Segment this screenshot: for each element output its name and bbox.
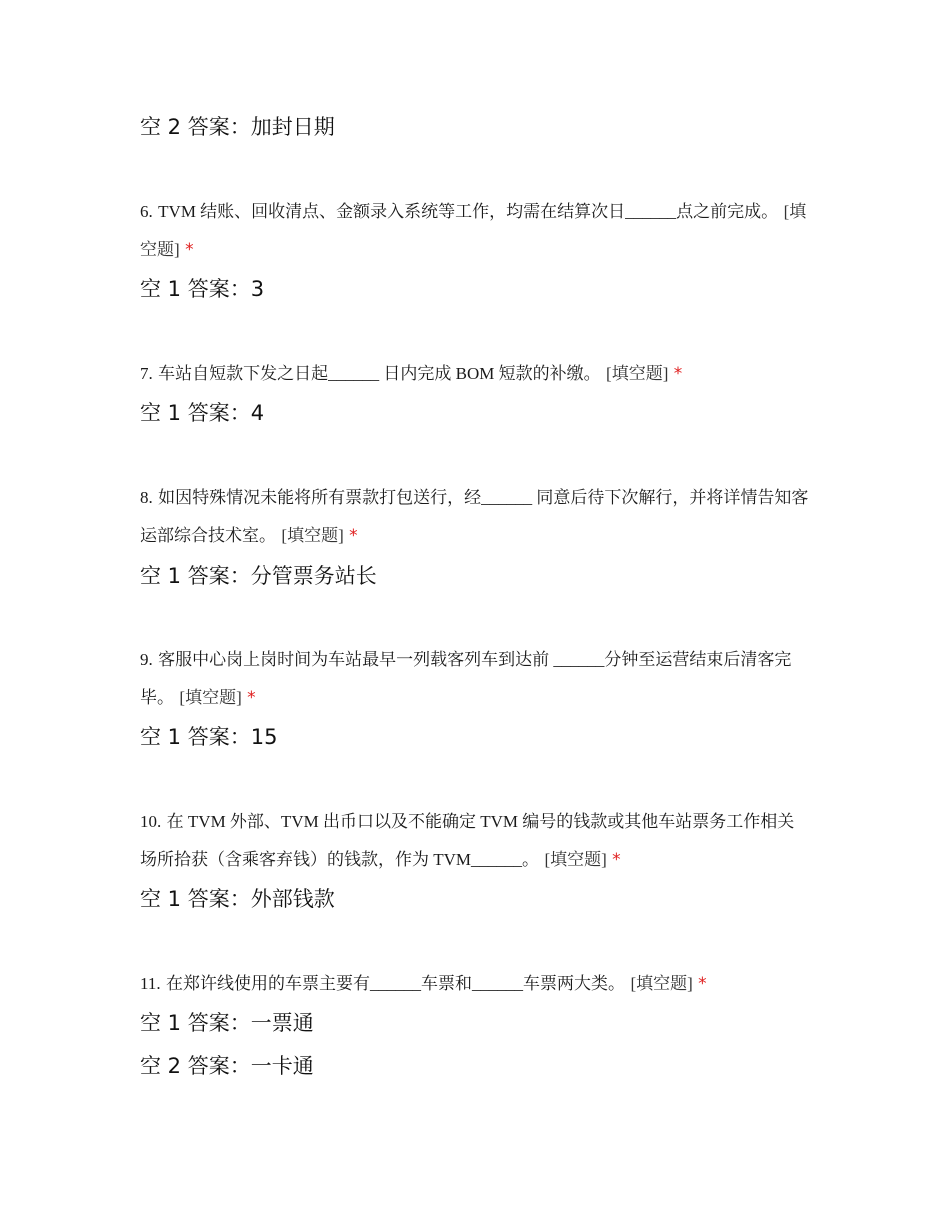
question-7 xyxy=(140,355,810,393)
required-mark: * xyxy=(185,240,194,260)
answer-line: 空 2 答案：一卡通 xyxy=(140,1054,314,1078)
question-8 xyxy=(140,479,810,555)
answer-line: 空 1 答案：4 xyxy=(140,401,265,425)
question-text: 车站自短款下发之日起______ 日内完成 BOM 短款的补缴。 xyxy=(158,364,601,383)
answer-line: 空 2 答案：加封日期 xyxy=(140,115,335,139)
question-11 xyxy=(140,965,810,1003)
question-type-tag: [填空题] xyxy=(281,526,344,545)
question-type-tag: [填空题] xyxy=(630,974,693,993)
question-text: 在郑许线使用的车票主要有______车票和______车票两大类。 xyxy=(166,974,626,993)
question-number: 11. xyxy=(140,974,161,993)
question-text: TVM 结账、回收清点、金额录入系统等工作，均需在结算次日______点之前完成。 xyxy=(158,202,779,221)
required-mark: * xyxy=(612,850,621,870)
question-10 xyxy=(140,803,810,879)
answer-line: 空 1 答案：分管票务站长 xyxy=(140,564,377,588)
question-number: 6. xyxy=(140,202,153,221)
required-mark: * xyxy=(349,526,358,546)
question-9 xyxy=(140,641,810,717)
question-number: 8. xyxy=(140,488,153,507)
question-6 xyxy=(140,193,810,269)
question-text: 如因特殊情况未能将所有票款打包送行，经______ 同意后待下次解行，并将详情告知客运部综合技术室。 xyxy=(140,488,809,545)
required-mark: * xyxy=(698,974,707,994)
answer-line: 空 1 答案：15 xyxy=(140,725,278,749)
required-mark: * xyxy=(247,688,256,708)
answer-line: 空 1 答案：3 xyxy=(140,277,265,301)
question-type-tag: [填空题] xyxy=(179,688,242,707)
answer-line: 空 1 答案：一票通 xyxy=(140,1011,314,1035)
question-text: 在 TVM 外部、TVM 出币口以及不能确定 TVM 编号的钱款或其他车站票务工作相关场所拾获（含乘客弃钱）的钱款，作为 TVM______。 xyxy=(140,812,795,869)
question-text: 客服中心岗上岗时间为车站最早一列载客列车到达前 ______分钟至运营结束后清客完毕。 xyxy=(140,650,792,707)
answer-line: 空 1 答案：外部钱款 xyxy=(140,887,335,911)
question-type-tag: [填空题] xyxy=(606,364,669,383)
question-type-tag: [填空题] xyxy=(140,202,807,259)
question-number: 7. xyxy=(140,364,153,383)
required-mark: * xyxy=(673,364,683,384)
question-type-tag: [填空题] xyxy=(544,850,607,869)
question-number: 10. xyxy=(140,812,162,831)
question-number: 9. xyxy=(140,650,153,669)
